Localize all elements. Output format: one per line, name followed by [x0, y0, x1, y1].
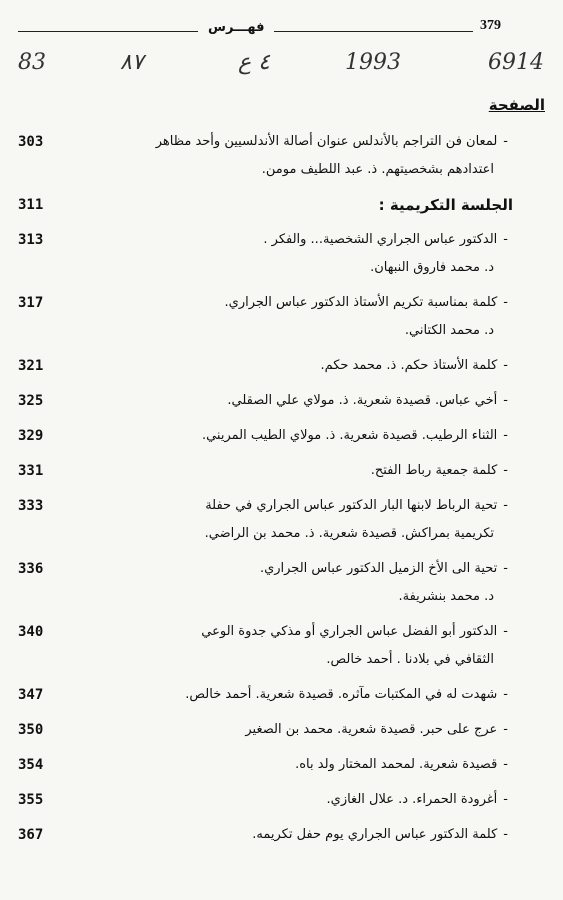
toc-entry — [0, 681, 563, 709]
handwritten-catalog-marks — [0, 48, 563, 82]
toc-entry — [0, 618, 563, 674]
toc-entry — [0, 387, 563, 415]
page-column-label: الصفحة — [488, 96, 545, 114]
toc-subtitle: اعتدادهم بشخصيتهم. ذ. عبد اللطيف مومن. — [261, 162, 494, 177]
toc-entry — [0, 786, 563, 814]
toc-entry — [0, 716, 563, 744]
toc-entry — [0, 821, 563, 849]
toc-page-number: 367 — [18, 827, 44, 843]
toc-title: لمعان فن التراجم بالأندلس عنوان أصالة الأندلسيين وأحد مظاهر — [155, 134, 498, 149]
toc-page-number: 350 — [18, 722, 44, 738]
toc-page-number: 355 — [18, 792, 44, 808]
toc-page-number: 325 — [18, 393, 44, 409]
table-of-contents — [0, 128, 563, 856]
toc-title: كلمة الأستاذ حكم. ذ. محمد حكم. — [320, 358, 498, 373]
toc-page-number: 329 — [18, 428, 44, 444]
toc-title: تحية الرباط لابنها البار الدكتور عباس الجراري في حفلة — [205, 498, 498, 513]
toc-dash: - — [503, 827, 508, 842]
handwritten-mark: 6914 — [488, 50, 544, 75]
toc-entry — [0, 226, 563, 282]
toc-subtitle: تكريمية بمراكش. قصيدة شعرية. ذ. محمد بن الراضي. — [204, 526, 494, 541]
toc-page-number: 331 — [18, 463, 44, 479]
toc-subtitle: د. محمد الكتاني. — [404, 323, 494, 338]
running-title: فهـــرس — [198, 20, 274, 35]
toc-title: كلمة بمناسبة تكريم الأستاذ الدكتور عباس الجراري. — [224, 295, 498, 310]
toc-title: شهدت له في المكتبات مآثره. قصيدة شعرية. أحمد خالص. — [185, 687, 498, 702]
toc-page-number: 354 — [18, 757, 44, 773]
toc-dash: - — [503, 134, 508, 149]
toc-title: كلمة الدكتور عباس الجراري يوم حفل تكريمه. — [252, 827, 498, 842]
toc-dash: - — [503, 463, 508, 478]
toc-entry — [0, 352, 563, 380]
toc-title: الدكتور أبو الفضل عباس الجراري أو مذكي جدوة الوعي — [201, 624, 498, 639]
toc-dash: - — [503, 393, 508, 408]
toc-title: عرج على حبر. قصيدة شعرية. محمد بن الصغير — [245, 722, 498, 737]
toc-dash: - — [503, 561, 508, 576]
toc-dash: - — [503, 295, 508, 310]
handwritten-mark: ٤ ع — [238, 50, 270, 75]
toc-subtitle: الثقافي في بلادنا . أحمد خالص. — [326, 652, 494, 667]
toc-subtitle: د. محمد بنشريفة. — [398, 589, 494, 604]
toc-title: الدكتور عباس الجراري الشخصية... والفكر . — [263, 232, 498, 247]
handwritten-mark: ٨٧ — [120, 50, 144, 75]
toc-section-heading — [0, 191, 563, 219]
toc-dash: - — [503, 232, 508, 247]
toc-title: قصيدة شعرية. لمحمد المختار ولد باه. — [295, 757, 498, 772]
toc-dash: - — [503, 757, 508, 772]
toc-dash: - — [503, 792, 508, 807]
toc-page-number: 340 — [18, 624, 44, 640]
toc-dash: - — [503, 358, 508, 373]
toc-title: تحية الى الأخ الزميل الدكتور عباس الجراري. — [259, 561, 498, 576]
toc-title: كلمة جمعية رباط الفتح. — [370, 463, 498, 478]
toc-title: أخي عباس. قصيدة شعرية. ذ. مولاي علي الصقلي. — [227, 393, 498, 408]
toc-page-number: 333 — [18, 498, 44, 514]
toc-entry — [0, 422, 563, 450]
toc-page-number: 321 — [18, 358, 44, 374]
toc-dash: - — [503, 624, 508, 639]
toc-page-number: 317 — [18, 295, 44, 311]
toc-dash: - — [503, 498, 508, 513]
toc-title: أغرودة الحمراء. د. علال الغازي. — [326, 792, 498, 807]
toc-subtitle: د. محمد فاروق النبهان. — [370, 260, 494, 275]
toc-page-number: 303 — [18, 134, 44, 150]
toc-entry — [0, 457, 563, 485]
toc-entry — [0, 555, 563, 611]
page-number: 379 — [480, 18, 501, 33]
handwritten-mark: 1993 — [345, 50, 401, 75]
toc-entry — [0, 128, 563, 184]
toc-dash: - — [503, 687, 508, 702]
toc-page-number: 336 — [18, 561, 44, 577]
toc-entry — [0, 289, 563, 345]
toc-heading-title: الجلسة التكريمية : — [378, 196, 513, 214]
toc-page-number: 313 — [18, 232, 44, 248]
toc-dash: - — [503, 428, 508, 443]
toc-entry — [0, 751, 563, 779]
running-header — [18, 20, 473, 40]
toc-page-number: 347 — [18, 687, 44, 703]
toc-entry — [0, 492, 563, 548]
toc-dash: - — [503, 722, 508, 737]
toc-page-number: 311 — [18, 197, 44, 213]
toc-title: الثناء الرطيب. قصيدة شعرية. ذ. مولاي الطيب المريني. — [201, 428, 498, 443]
handwritten-mark: 83 — [18, 50, 46, 75]
